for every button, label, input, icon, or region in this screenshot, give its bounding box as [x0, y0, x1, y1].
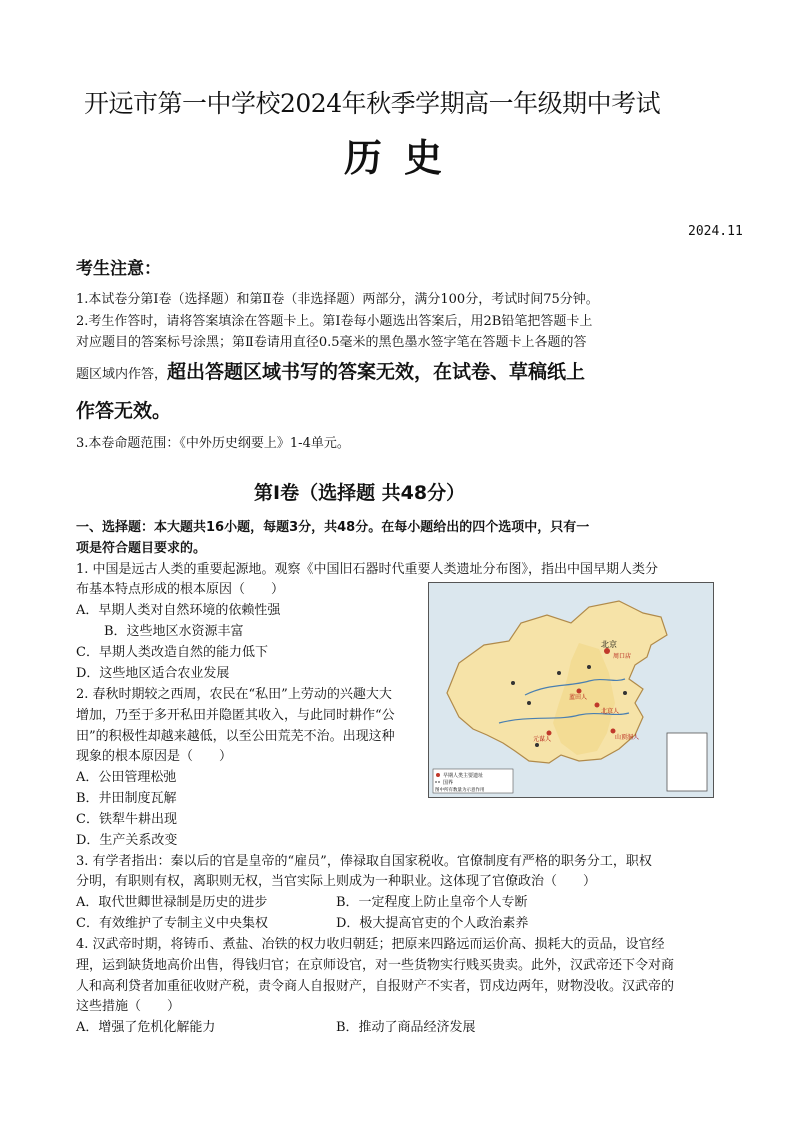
- q1-option-b: B．这些地区水资源丰富: [104, 624, 244, 639]
- legend-border-label: 国界: [443, 780, 454, 786]
- q3-option-b: B．一定程度上防止皇帝个人专断: [336, 895, 528, 910]
- q2-stem-a: 2. 春秋时期较之西周，农民在“私田”上劳动的兴趣大大: [76, 687, 392, 702]
- notice-heading: 考生注意：: [76, 259, 161, 279]
- site-marker: [535, 743, 539, 747]
- exam-date: 2024.11: [688, 224, 743, 239]
- site-marker: [587, 665, 591, 669]
- map-label-site4: 北京人: [601, 708, 620, 715]
- site-marker: [577, 689, 582, 694]
- section-intro-b: 项是符合题目要求的。: [76, 541, 207, 556]
- q2-option-a: A．公田管理松弛: [76, 770, 177, 785]
- q1-stem-b: 布基本特点形成的根本原因（ ）: [76, 582, 285, 597]
- q2-option-c: C．铁犁牛耕出现: [76, 812, 177, 827]
- map-label-beijing: 北京: [601, 640, 617, 649]
- site-marker: [595, 703, 600, 708]
- site-marker: [547, 731, 552, 736]
- q4-stem-c: 人和高利贷者加重征收财产税，责令商人自报财产，自报财产不实者，罚戍边两年，财物没收。汉武帝的: [76, 979, 675, 994]
- q4-stem-d: 这些措施（ ）: [76, 999, 181, 1014]
- q2-stem-d: 现象的根本原因是（ ）: [76, 749, 233, 764]
- q1-stem-a: 1. 中国是远古人类的重要起源地。观察《中国旧石器时代重要人类遗址分布图》，指出中国早期人类分: [76, 562, 659, 577]
- paleolithic-sites-map: [428, 582, 714, 798]
- q1-option-d: D．这些地区适合农业发展: [76, 666, 230, 681]
- q3-option-d: D．极大提高官吏的个人政治素养: [336, 916, 529, 931]
- notice-emphasis-1: 超出答题区域书写的答案无效，在试卷、草稿纸上: [167, 361, 586, 383]
- school-exam-title: 开远市第一中学校2024年秋季学期高一年级期中考试: [84, 89, 661, 118]
- q4-option-a: A．增强了危机化解能力: [76, 1020, 216, 1035]
- notice-line-2a: 2.考生作答时，请将答案填涂在答题卡上。第Ⅰ卷每小题选出答案后，用2B铅笔把答题卡上: [76, 314, 593, 329]
- legend-site-label: 早期人类主要遗址: [443, 773, 484, 779]
- q4-stem-a: 4. 汉武帝时期，将铸币、煮盐、冶铁的权力收归朝廷；把原来四路远而运价高、损耗大的贡品，设官经: [76, 937, 665, 952]
- q1-option-a: A．早期人类对自然环境的依赖性强: [76, 603, 281, 618]
- q3-stem-a: 3. 有学者指出：秦以后的官是皇帝的“雇员”，俸禄取自国家税收。官僚制度有严格的职务分工，职权: [76, 854, 652, 869]
- notice-line-2b: 对应题目的答案标号涂黑；第Ⅱ卷请用直径0.5毫米的黑色墨水签字笔在答题卡上各题的答: [76, 335, 587, 350]
- legend-note: 图中所有数量为示意作用: [435, 788, 485, 793]
- map-label-site5: 山顶洞人: [615, 734, 640, 741]
- notice-emphasis-2: 作答无效。: [76, 400, 172, 422]
- legend-site-icon: [436, 773, 440, 777]
- site-marker: [511, 681, 515, 685]
- south-sea-inset: [667, 733, 707, 791]
- q3-option-a: A．取代世卿世禄制是历史的进步: [76, 895, 268, 910]
- q2-stem-c: 田”的积极性却越来越低，以至公田荒芜不治。出现这种: [76, 729, 395, 744]
- site-marker: [623, 691, 627, 695]
- q3-option-c: C．有效维护了专制主义中央集权: [76, 916, 268, 931]
- q4-stem-b: 理，运到缺货地高价出售，得钱归官；在京师设官，对一些货物实行贱买贵卖。此外，汉武帝还下令对商: [76, 958, 675, 973]
- q2-option-d: D．生产关系改变: [76, 833, 178, 848]
- map-label-site1: 周口店: [613, 653, 632, 660]
- site-marker: [527, 701, 531, 705]
- site-marker: [611, 729, 616, 734]
- notice-line-2c-normal: 题区域内作答，: [76, 367, 168, 382]
- map-label-site2: 蓝田人: [569, 694, 588, 701]
- site-marker: [557, 671, 561, 675]
- q3-stem-b: 分明，有职则有权，离职则无权，当官实际上则成为一种职业。这体现了官僚政治（ ）: [76, 874, 597, 889]
- subject-title: 历史: [344, 136, 465, 180]
- q2-stem-b: 增加，乃至于多开私田并隐匿其收入，与此同时耕作“公: [76, 708, 395, 723]
- section-title: 第Ⅰ卷（选择题 共48分）: [254, 482, 466, 504]
- notice-line-2c: [76, 357, 585, 384]
- map-svg: [429, 583, 713, 797]
- q2-option-b: B．井田制度瓦解: [76, 791, 177, 806]
- notice-line-1: 1.本试卷分第Ⅰ卷（选择题）和第Ⅱ卷（非选择题）两部分，满分100分，考试时间75分钟。: [76, 292, 599, 307]
- map-label-site3: 元谋人: [533, 736, 552, 743]
- q4-option-b: B．推动了商品经济发展: [336, 1020, 476, 1035]
- q1-option-c: C．早期人类改造自然的能力低下: [76, 645, 268, 660]
- notice-line-3: 3.本卷命题范围：《中外历史纲要上》1-4单元。: [76, 436, 350, 451]
- section-intro-a: 一、选择题：本大题共16小题，每题3分，共48分。在每小题给出的四个选项中，只有一: [76, 520, 590, 535]
